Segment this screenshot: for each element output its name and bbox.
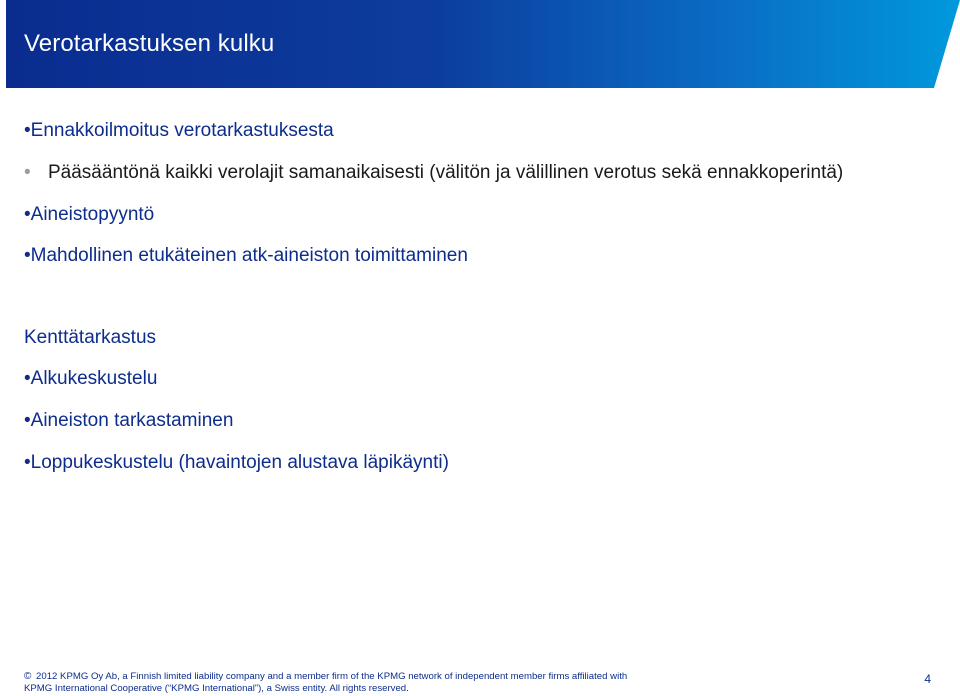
bullet-line-6: •Loppukeskustelu (havaintojen alustava läpikäynti): [24, 452, 449, 473]
page-number: 4: [924, 672, 931, 686]
section-heading: Kenttätarkastus: [24, 327, 157, 348]
slide-title: Verotarkastuksen kulku: [24, 30, 275, 57]
bullet-line-5: •Aineiston tarkastaminen: [24, 410, 234, 431]
bullet-line-4: •Alkukeskustelu: [24, 368, 158, 389]
sub-bullet-text: Pääsääntönä kaikki verolajit samanaikaisesti (välitön ja välillinen verotus sekä ennakkoperintä): [48, 162, 844, 183]
footer-line-2: KPMG International Cooperative (“KPMG International”), a Swiss entity. All rights reserved.: [24, 683, 409, 694]
sub-bullet-line: [24, 162, 843, 184]
bullet-line-2: •Aineistopyyntö: [24, 204, 155, 225]
footer-line-1: [24, 671, 627, 683]
bullet-line-1: •Ennakkoilmoitus verotarkastuksesta: [24, 120, 334, 141]
copyright-icon: ©: [24, 671, 32, 682]
footer-legal-text: [24, 671, 627, 695]
sub-bullet-icon: •: [24, 162, 31, 183]
footer-line-1-text: 2012 KPMG Oy Ab, a Finnish limited liability company and a member firm of the KPMG network of independent member firms affiliated with: [36, 671, 628, 682]
bullet-line-3: •Mahdollinen etukäteinen atk-aineiston toimittaminen: [24, 245, 468, 266]
